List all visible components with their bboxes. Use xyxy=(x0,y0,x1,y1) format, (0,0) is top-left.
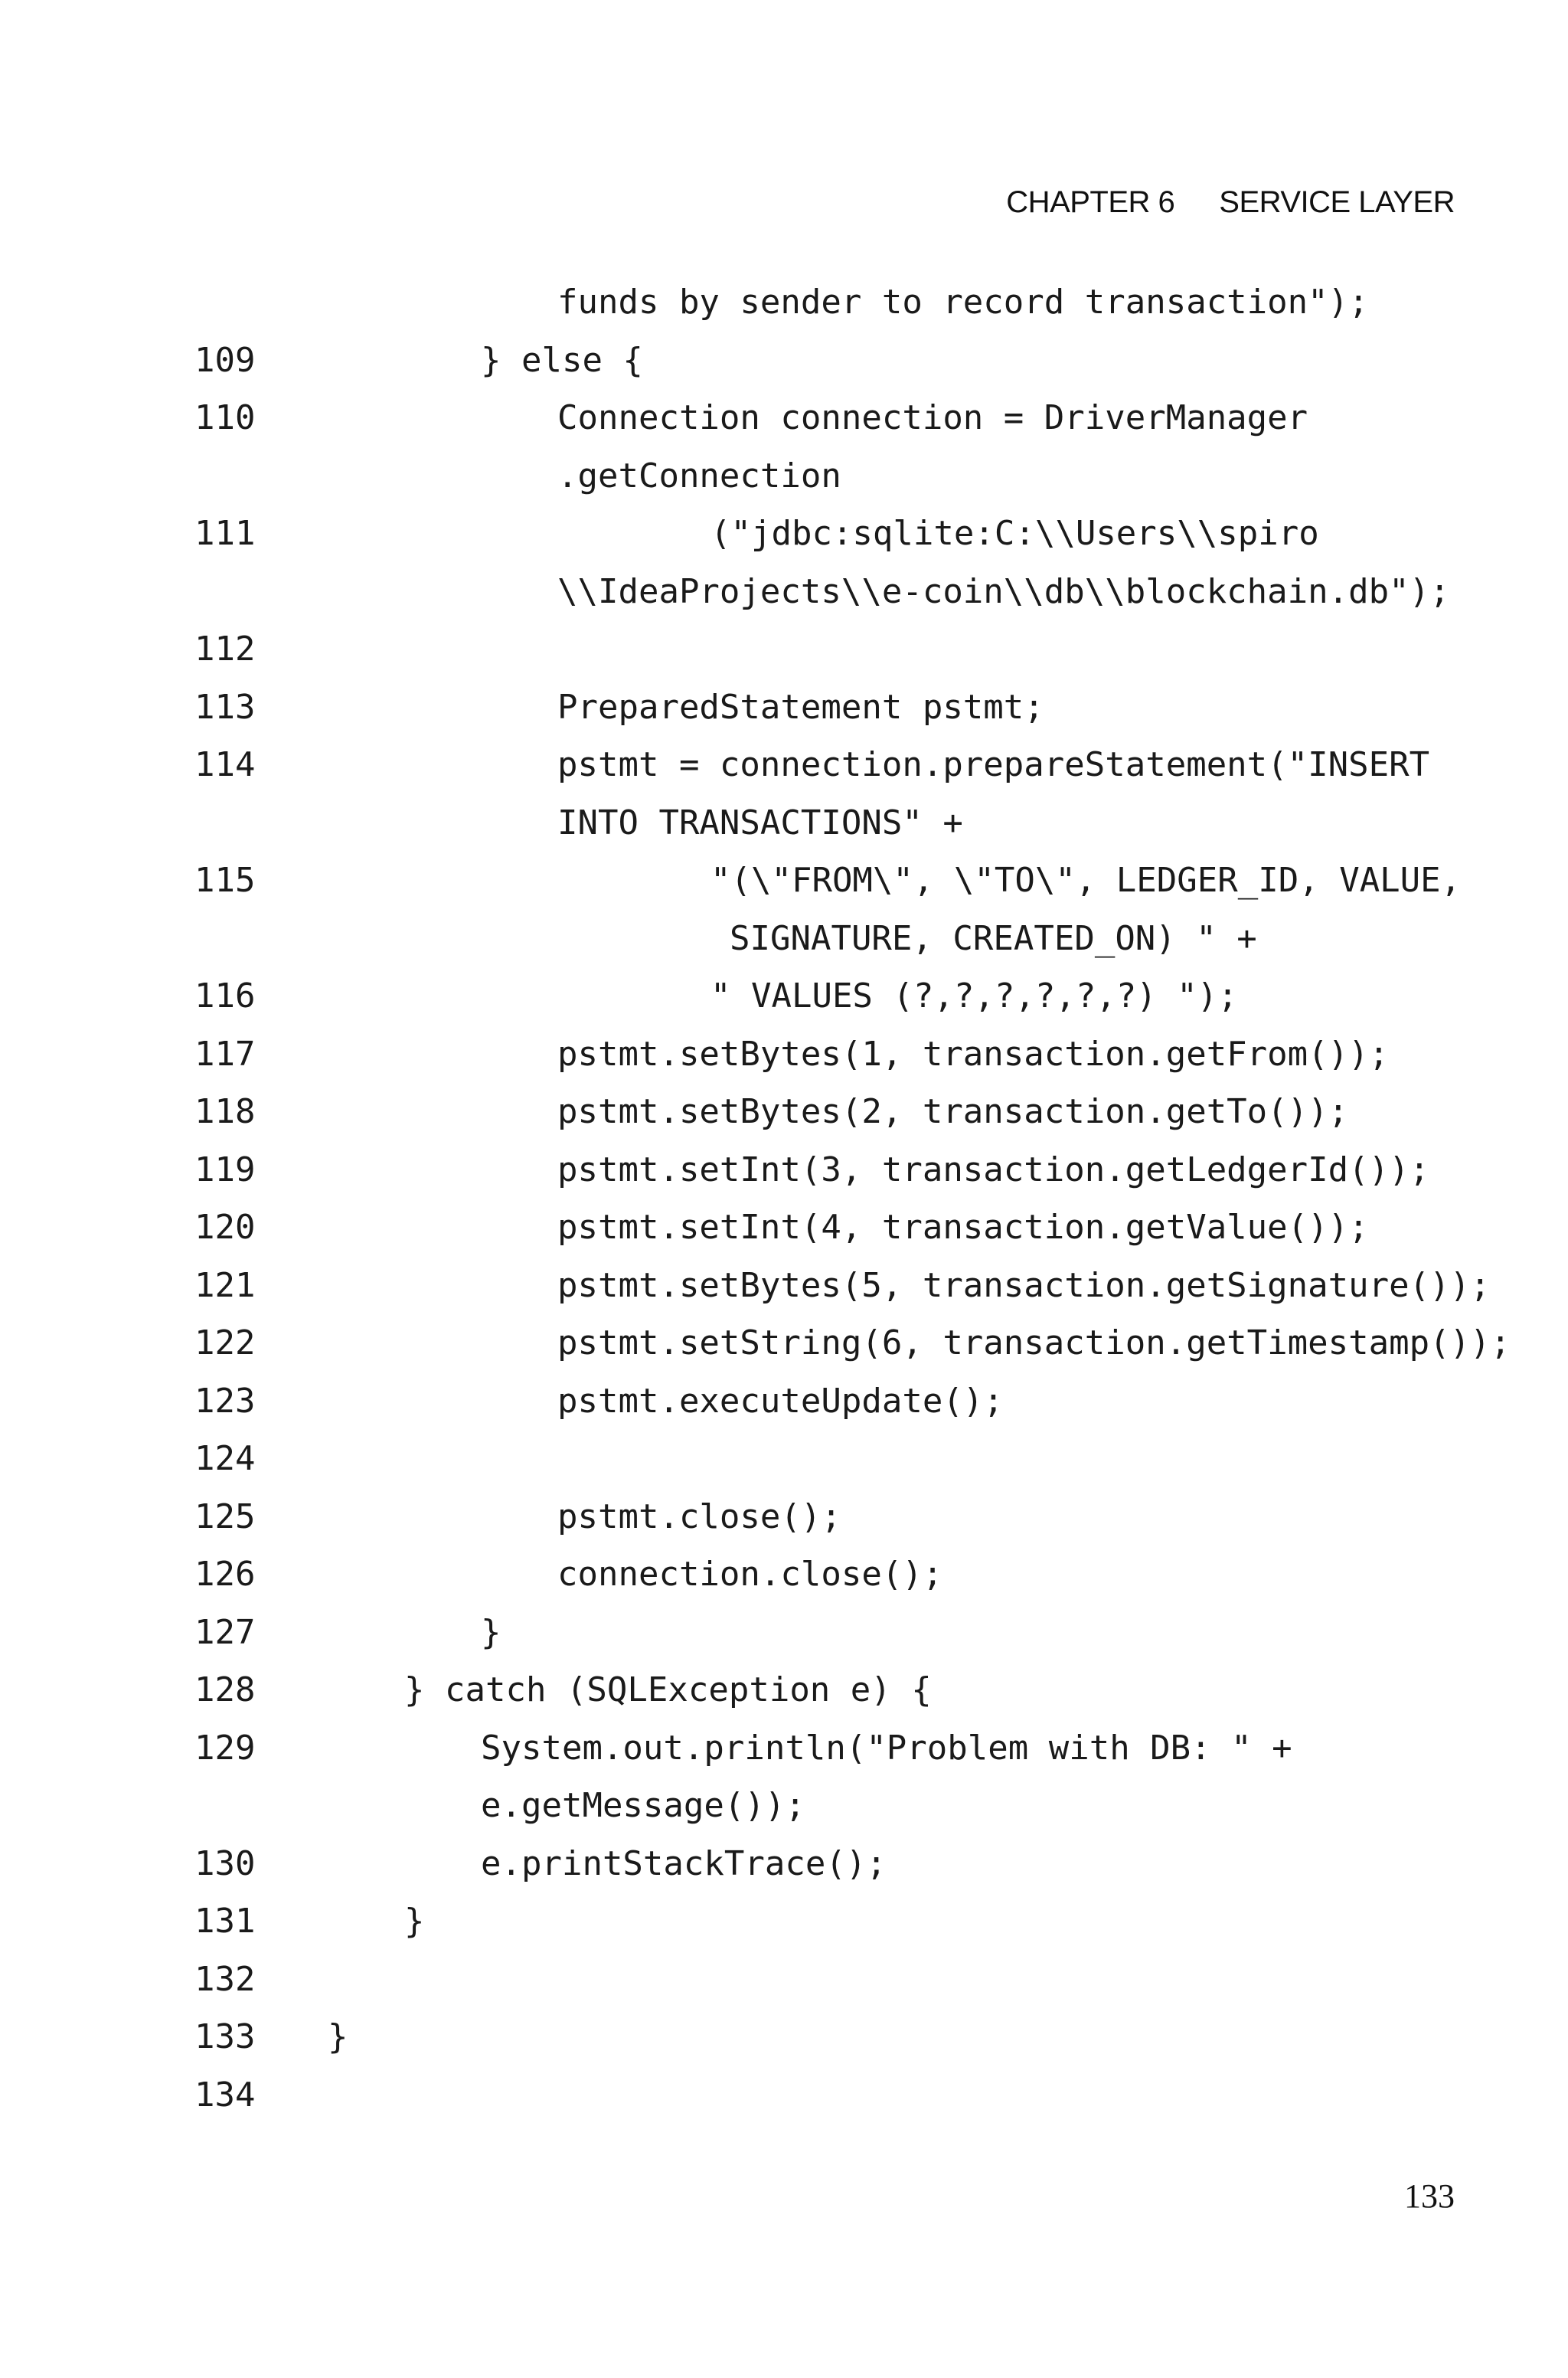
line-number: 127 xyxy=(194,1612,256,1652)
line-number: 128 xyxy=(194,1670,256,1709)
code-line xyxy=(0,1719,1568,1778)
code-line xyxy=(0,1892,1568,1951)
line-number: 112 xyxy=(194,630,256,669)
code-text: "(\"FROM\", \"TO\", LEDGER_ID, VALUE, xyxy=(710,861,1462,900)
line-number: 115 xyxy=(194,861,256,900)
code-line xyxy=(0,1083,1568,1141)
code-line xyxy=(0,1025,1568,1084)
line-number: 113 xyxy=(194,687,256,727)
code-line xyxy=(0,852,1568,910)
code-text: ("jdbc:sqlite:C:\\Users\\spiro xyxy=(710,514,1319,553)
code-text: } xyxy=(404,1902,425,1941)
code-line xyxy=(0,1777,1568,1835)
line-number: 117 xyxy=(194,1034,256,1074)
line-number: 126 xyxy=(194,1555,256,1594)
code-line xyxy=(0,1372,1568,1431)
code-line xyxy=(0,332,1568,390)
line-number: 131 xyxy=(194,1902,256,1941)
code-line xyxy=(0,1546,1568,1604)
section-label: SERVICE LAYER xyxy=(1219,185,1455,219)
code-line xyxy=(0,1951,1568,2009)
code-line xyxy=(0,910,1568,968)
line-number: 133 xyxy=(194,2017,256,2056)
code-text: } else { xyxy=(481,340,643,380)
code-line xyxy=(0,1257,1568,1315)
code-line xyxy=(0,447,1568,505)
code-listing xyxy=(0,273,1568,2124)
code-line xyxy=(0,1199,1568,1257)
code-line xyxy=(0,2066,1568,2124)
code-line xyxy=(0,1430,1568,1488)
code-text: pstmt = connection.prepareStatement("INSERT xyxy=(557,745,1430,784)
line-number: 122 xyxy=(194,1323,256,1362)
line-number: 109 xyxy=(194,340,256,380)
page-number: 133 xyxy=(1404,2177,1455,2215)
line-number: 134 xyxy=(194,2075,256,2115)
line-number: 116 xyxy=(194,976,256,1016)
code-text: pstmt.executeUpdate(); xyxy=(557,1381,1004,1421)
code-line xyxy=(0,1141,1568,1199)
code-text: pstmt.setBytes(2, transaction.getTo()); xyxy=(557,1092,1349,1131)
code-line xyxy=(0,2008,1568,2066)
chapter-label: CHAPTER 6 xyxy=(1006,185,1175,219)
line-number: 129 xyxy=(194,1728,256,1768)
code-text: " VALUES (?,?,?,?,?,?) "); xyxy=(710,976,1238,1016)
code-text: e.getMessage()); xyxy=(481,1786,805,1825)
line-number: 119 xyxy=(194,1150,256,1189)
line-number: 110 xyxy=(194,398,256,437)
code-text: PreparedStatement pstmt; xyxy=(557,687,1044,727)
code-text: pstmt.setInt(4, transaction.getValue()); xyxy=(557,1208,1369,1247)
code-line xyxy=(0,794,1568,852)
running-header xyxy=(1006,185,1455,220)
code-text: System.out.println("Problem with DB: " + xyxy=(481,1728,1292,1768)
code-line xyxy=(0,967,1568,1025)
code-line xyxy=(0,563,1568,621)
code-line xyxy=(0,679,1568,737)
code-text: pstmt.close(); xyxy=(557,1496,841,1536)
line-number: 121 xyxy=(194,1265,256,1305)
code-text: } xyxy=(481,1612,501,1652)
code-text: } xyxy=(328,2017,348,2056)
code-text: pstmt.setBytes(5, transaction.getSignature()); xyxy=(557,1265,1491,1305)
line-number: 123 xyxy=(194,1381,256,1421)
code-text: pstmt.setInt(3, transaction.getLedgerId()); xyxy=(557,1150,1430,1189)
code-line xyxy=(0,1314,1568,1372)
line-number: 120 xyxy=(194,1208,256,1247)
line-number: 125 xyxy=(194,1496,256,1536)
code-text: Connection connection = DriverManager xyxy=(557,398,1308,437)
code-line xyxy=(0,1604,1568,1662)
code-text: e.printStackTrace(); xyxy=(481,1843,887,1883)
line-number: 124 xyxy=(194,1439,256,1478)
code-line xyxy=(0,1488,1568,1546)
code-text: pstmt.setBytes(1, transaction.getFrom()); xyxy=(557,1034,1390,1074)
code-line xyxy=(0,736,1568,794)
code-text: .getConnection xyxy=(557,456,841,496)
code-text: } catch (SQLException e) { xyxy=(404,1670,932,1709)
code-line xyxy=(0,620,1568,679)
line-number: 114 xyxy=(194,745,256,784)
code-text: SIGNATURE, CREATED_ON) " + xyxy=(730,918,1257,958)
code-line xyxy=(0,1835,1568,1893)
code-line xyxy=(0,505,1568,563)
code-line xyxy=(0,389,1568,447)
line-number: 130 xyxy=(194,1843,256,1883)
line-number: 111 xyxy=(194,514,256,553)
code-text: \\IdeaProjects\\e-coin\\db\\blockchain.db"); xyxy=(557,571,1450,611)
code-text: INTO TRANSACTIONS" + xyxy=(557,803,963,842)
line-number: 118 xyxy=(194,1092,256,1131)
code-text: funds by sender to record transaction"); xyxy=(557,283,1369,322)
line-number: 132 xyxy=(194,1959,256,1999)
code-text: pstmt.setString(6, transaction.getTimestamp()); xyxy=(557,1323,1511,1362)
code-text: connection.close(); xyxy=(557,1555,943,1594)
code-line xyxy=(0,1661,1568,1719)
code-line xyxy=(0,273,1568,332)
